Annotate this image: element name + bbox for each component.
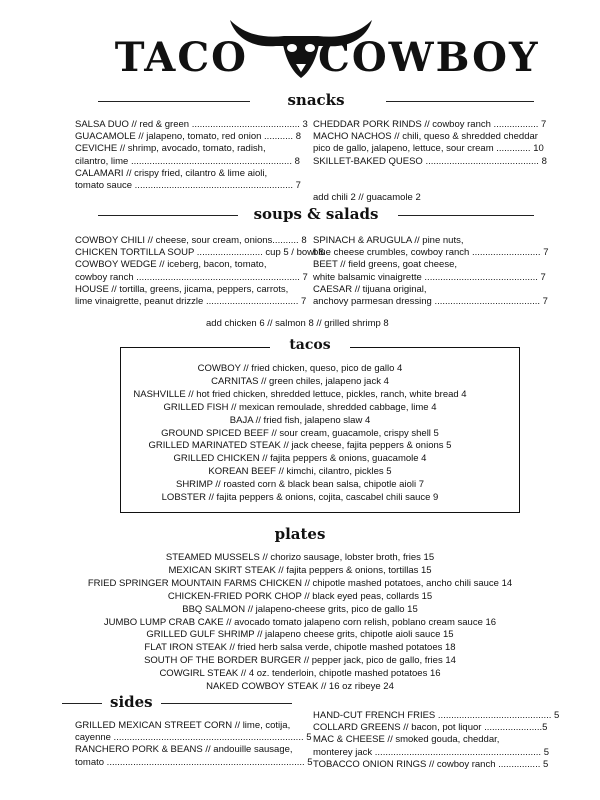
section-title: plates [267, 525, 334, 543]
menu-item: TOBACCO ONION RINGS // cowboy ranch ................ 5 [313, 758, 549, 770]
section-title: sides [102, 693, 161, 711]
menu-item: CARNITAS // green chiles, jalapeno jack 4 [211, 375, 389, 387]
menu-item: CAESAR // tijuana original, anchovy parmesan dressing ........................................ 7 [313, 283, 548, 308]
menu-item: SHRIMP // roasted corn & black bean salsa, chipotle aioli 7 [175, 479, 424, 491]
menu-item: GROUND SPICED BEEF // sour cream, guacamole, crispy shell 5 [161, 427, 439, 439]
menu-item: CHICKEN TORTILLA SOUP ......................... cup 5 / bowl 8 [75, 247, 325, 259]
section-header-sides [62, 693, 292, 713]
soups-add-ons: add chicken 6 // salmon 8 // grilled shrimp 8 [206, 318, 389, 329]
snacks-add-ons: add chili 2 // guacamole 2 [313, 191, 421, 203]
menu-item: STEAMED MUSSELS // chorizo sausage, lobster broth, fries 15 [165, 552, 435, 563]
menu-item: GRILLED FISH // mexican remoulade, shredded cabbage, lime 4 [163, 401, 437, 413]
snacks-right-column [313, 119, 547, 204]
menu-item: BBQ SALMON // jalapeno-cheese grits, pico de gallo 15 [182, 603, 418, 615]
menu-item: COLLARD GREENS // bacon, pot liquor ......................5 [313, 722, 548, 734]
menu-item: GRILLED CHICKEN // fajita peppers & onions, guacamole 4 [173, 453, 427, 465]
menu-item: SKILLET-BAKED QUESO ........................................... 8 [313, 155, 547, 167]
section-header-soups-salads [98, 205, 534, 225]
menu-item: SPINACH & ARUGULA // pine nuts, blue cheese crumbles, cowboy ranch .......................... 7 [313, 235, 549, 259]
menu-item: JUMBO LUMP CRAB CAKE // avocado tomato jalapeno corn relish, poblano cream sauce 16 [103, 616, 497, 628]
logo [0, 8, 600, 80]
menu-item: COWGIRL STEAK // 4 oz. tenderloin, chipotle mashed potatoes 16 [159, 668, 441, 680]
menu-item: COWBOY WEDGE // iceberg, bacon, tomato, cowboy ranch .............................................................. 7 [75, 259, 308, 283]
menu-item: GRILLED MARINATED STEAK // jack cheese, fajita peppers & onions 5 [148, 440, 452, 452]
menu-item: LOBSTER // fajita peppers & onions, cojita, cascabel chili sauce 9 [161, 492, 439, 504]
menu-item: COWBOY // fried chicken, queso, pico de gallo 4 [197, 363, 403, 374]
plates-list [0, 552, 600, 694]
soups-left-column [75, 235, 325, 308]
menu-item: MEXICAN SKIRT STEAK // fajita peppers & onions, tortillas 15 [168, 564, 432, 576]
section-header-snacks [98, 91, 534, 111]
menu-item: COWBOY CHILI // cheese, sour cream, onions.......... 8 [75, 235, 307, 246]
menu-item: FRIED SPRINGER MOUNTAIN FARMS CHICKEN // chipotle mashed potatoes, ancho chili sauce 14 [87, 577, 513, 589]
menu-item: KOREAN BEEF // kimchi, cilantro, pickles 5 [208, 466, 392, 478]
menu-item: HAND-CUT FRENCH FRIES ........................................... 5 [313, 710, 560, 721]
menu-item: GUACAMOLE // jalapeno, tomato, red onion ........... 8 [75, 131, 301, 143]
menu-item: MACHO NACHOS // chili, queso & shredded cheddar pico de gallo, jalapeno, lettuce, sour cream ............. 10 [313, 131, 544, 155]
menu-item: CEVICHE // shrimp, avocado, tomato, radish, cilantro, lime ............................................................. 8 [75, 143, 300, 167]
tacos-list [0, 363, 600, 505]
menu-item: BEET // field greens, goat cheese, white balsamic vinaigrette ........................................... 7 [313, 259, 546, 283]
menu-item: CALAMARI // crispy fried, cilantro & lime aioli, tomato sauce ............................................................ 7 [75, 167, 301, 192]
menu-item: GRILLED GULF SHRIMP // jalapeno cheese grits, chipotle aioli sauce 15 [146, 629, 454, 641]
menu-item: RANCHERO PORK & BEANS // andouille sausage, tomato ........................................................................... 5 [75, 744, 313, 768]
logo-word-taco: TACO [114, 34, 248, 81]
menu-item: SOUTH OF THE BORDER BURGER // pepper jack, pico de gallo, fries 14 [144, 655, 456, 667]
menu-item: SALSA DUO // red & green ......................................... 3 [75, 119, 308, 130]
menu-item: GRILLED MEXICAN STREET CORN // lime, cotija, cayenne ........................................................................ 5 [75, 720, 312, 744]
menu-item: HOUSE // tortilla, greens, jicama, peppers, carrots, lime vinaigrette, peanut drizzle ................................... 7 [75, 283, 307, 308]
menu-item: MAC & CHEESE // smoked gouda, cheddar, monterey jack ............................................................... 5 [313, 734, 549, 758]
menu-item: CHEDDAR PORK RINDS // cowboy ranch ................. 7 [313, 119, 547, 130]
menu-item: FLAT IRON STEAK // fried herb salsa verde, chipotle mashed potatoes 18 [144, 642, 456, 654]
sides-left-column [75, 720, 313, 769]
menu-item: NAKED COWBOY STEAK // 16 oz ribeye 24 [206, 681, 394, 693]
spacer [313, 168, 528, 180]
section-header-plates [250, 525, 350, 545]
menu-item: CHICKEN-FRIED PORK CHOP // black eyed peas, collards 15 [167, 590, 433, 602]
section-title: soups & salads [246, 205, 387, 223]
logo-word-cowboy: COWBOY [318, 34, 540, 81]
sides-right-column [313, 710, 560, 771]
menu-item: NASHVILLE // hot fried chicken, shredded lettuce, pickles, ranch, white bread 4 [133, 388, 467, 400]
soups-right-column [313, 235, 549, 308]
section-title: snacks [279, 91, 352, 109]
section-title-tacos: tacos [270, 337, 350, 353]
menu-item: BAJA // fried fish, jalapeno slaw 4 [229, 414, 371, 426]
snacks-left-column [75, 119, 308, 192]
